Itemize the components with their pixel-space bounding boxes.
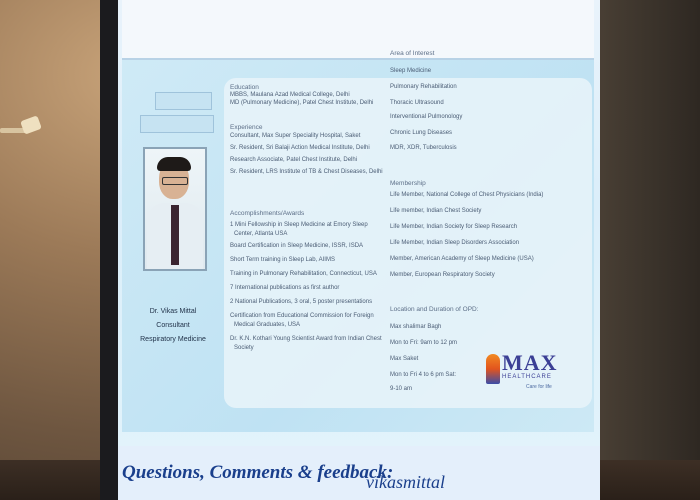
doctor-photo [143, 147, 207, 271]
interest-item: Interventional Pulmonology [390, 114, 463, 120]
experience-heading: Experience [230, 124, 263, 131]
logo-name: MAX [502, 350, 558, 375]
opd-line: Max Saket [390, 356, 419, 362]
doctor-department: Respiratory Medicine [140, 336, 206, 343]
max-healthcare-logo [486, 350, 576, 390]
doctor-title: Consultant [156, 322, 190, 329]
interest-item: Sleep Medicine [390, 68, 432, 74]
award-item: Certification from Educational Commission for Foreign [230, 313, 374, 319]
logo-tagline: Care for life [526, 384, 552, 390]
experience-item: Sr. Resident, LRS Institute of TB & Chest Diseases, Delhi [230, 169, 383, 175]
education-heading: Education [230, 84, 259, 91]
membership-item: Life Member, National College of Chest Physicians (India) [390, 192, 544, 198]
education-item: MD (Pulmonary Medicine), Patel Chest Institute, Delhi [230, 100, 374, 106]
membership-heading: Membership [390, 180, 426, 187]
footer-questions: Questions, Comments & feedback: [122, 462, 394, 483]
membership-item: Life member, Indian Chest Society [390, 208, 482, 214]
opd-line: Mon to Fri 4 to 6 pm Sat: [390, 372, 457, 378]
doctor-name: Dr. Vikas Mittal [149, 308, 197, 315]
opd-line: 9-10 am [390, 386, 413, 392]
awards-heading: Accomplishments/Awards [230, 210, 305, 217]
membership-item: Life Member, Indian Society for Sleep Research [390, 224, 518, 230]
opd-line: Mon to Fri: 9am to 12 pm [390, 340, 458, 346]
membership-item: Member, American Academy of Sleep Medicine (USA) [390, 256, 534, 262]
award-item: Dr. K.N. Kothari Young Scientist Award from Indian Chest [230, 336, 382, 342]
award-item: 7 International publications as first author [230, 285, 340, 291]
logo-sub: HEALTHCARE [502, 374, 552, 380]
award-item: Society [234, 345, 254, 351]
experience-item: Consultant, Max Super Speciality Hospital, Saket [230, 133, 361, 139]
footer-email: vikasmittal [366, 472, 445, 492]
experience-item: Sr. Resident, Sri Balaji Action Medical Institute, Delhi [230, 145, 370, 151]
education-item: MBBS, Maulana Azad Medical College, Delhi [230, 92, 350, 98]
interest-item: Chronic Lung Diseases [390, 130, 453, 136]
membership-item: Life Member, Indian Sleep Disorders Association [390, 240, 520, 246]
award-item: 1 Mini Fellowship in Sleep Medicine at Emory Sleep [230, 222, 368, 228]
wall-right-shadow [590, 0, 700, 500]
experience-item: Research Associate, Patel Chest Institute, Delhi [230, 157, 358, 163]
wall-lamp [0, 118, 40, 144]
label-box-top [155, 92, 212, 110]
award-item: Board Certification in Sleep Medicine, ISSR, ISDA [230, 243, 364, 249]
opd-heading: Location and Duration of OPD: [390, 306, 479, 313]
award-item: Training in Pulmonary Rehabilitation, Connecticut, USA [230, 271, 377, 277]
award-item: Short Term training in Sleep Lab, AIIMS [230, 257, 335, 263]
label-box-bottom [140, 115, 214, 133]
award-item: Medical Graduates, USA [234, 322, 301, 328]
award-item: 2 National Publications, 3 oral, 5 poster presentations [230, 299, 373, 305]
membership-item: Member, European Respiratory Society [390, 272, 495, 278]
opd-line: Max shalimar Bagh [390, 324, 442, 330]
interest-item: MDR, XDR, Tuberculosis [390, 145, 457, 151]
max-flame-icon [486, 354, 500, 384]
interest-item: Pulmonary Rehabilitation [390, 84, 457, 90]
interest-heading: Area of Interest [390, 50, 435, 57]
award-item: Center, Atlanta USA [234, 231, 288, 237]
interest-item: Thoracic Ultrasound [390, 100, 444, 106]
slide-top-band [122, 0, 594, 60]
